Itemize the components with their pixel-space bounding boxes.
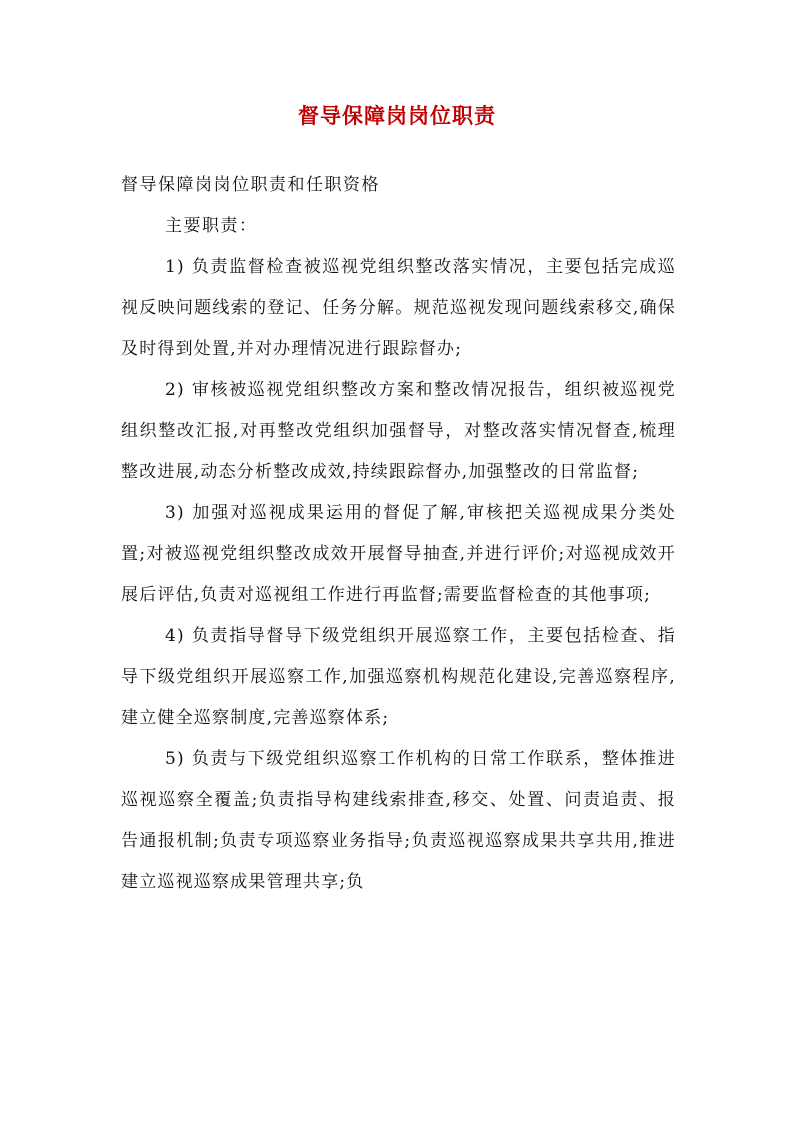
document-subtitle: 督导保障岗岗位职责和任职资格	[121, 175, 380, 195]
paragraph-duty-4: 4) 负责指导督导下级党组织开展巡察工作，主要包括检查、指导下级党组织开展巡察工作,加强巡察机构规范化建设,完善巡察程序,建立健全巡察制度,完善巡察体系;	[121, 626, 676, 728]
document-body	[121, 165, 676, 903]
section-heading: 主要职责：	[165, 216, 258, 236]
paragraph-duty-1: 1) 负责监督检查被巡视党组织整改落实情况，主要包括完成巡视反映问题线索的登记、任务分解。规范巡视发现问题线索移交,确保及时得到处置,并对办理情况进行跟踪督办;	[121, 257, 676, 359]
paragraph-duty-3: 3) 加强对巡视成果运用的督促了解,审核把关巡视成果分类处置;对被巡视党组织整改成效开展督导抽查,并进行评价;对巡视成效开展后评估,负责对巡视组工作进行再监督;需要监督检查的其他事项;	[121, 503, 676, 605]
paragraph-duty-5: 5) 负责与下级党组织巡察工作机构的日常工作联系，整体推进巡视巡察全覆盖;负责指导构建线索排查,移交、处置、问责追责、报告通报机制;负责专项巡察业务指导;负责巡视巡察成果共享共用,推进建立巡视巡察成果管理共享;负	[121, 749, 676, 892]
paragraph-duty-2: 2) 审核被巡视党组织整改方案和整改情况报告，组织被巡视党组织整改汇报,对再整改党组织加强督导，对整改落实情况督查,梳理整改进展,动态分析整改成效,持续跟踪督办,加强整改的日常监督;	[121, 380, 676, 482]
document-title: 督导保障岗岗位职责	[298, 103, 496, 128]
